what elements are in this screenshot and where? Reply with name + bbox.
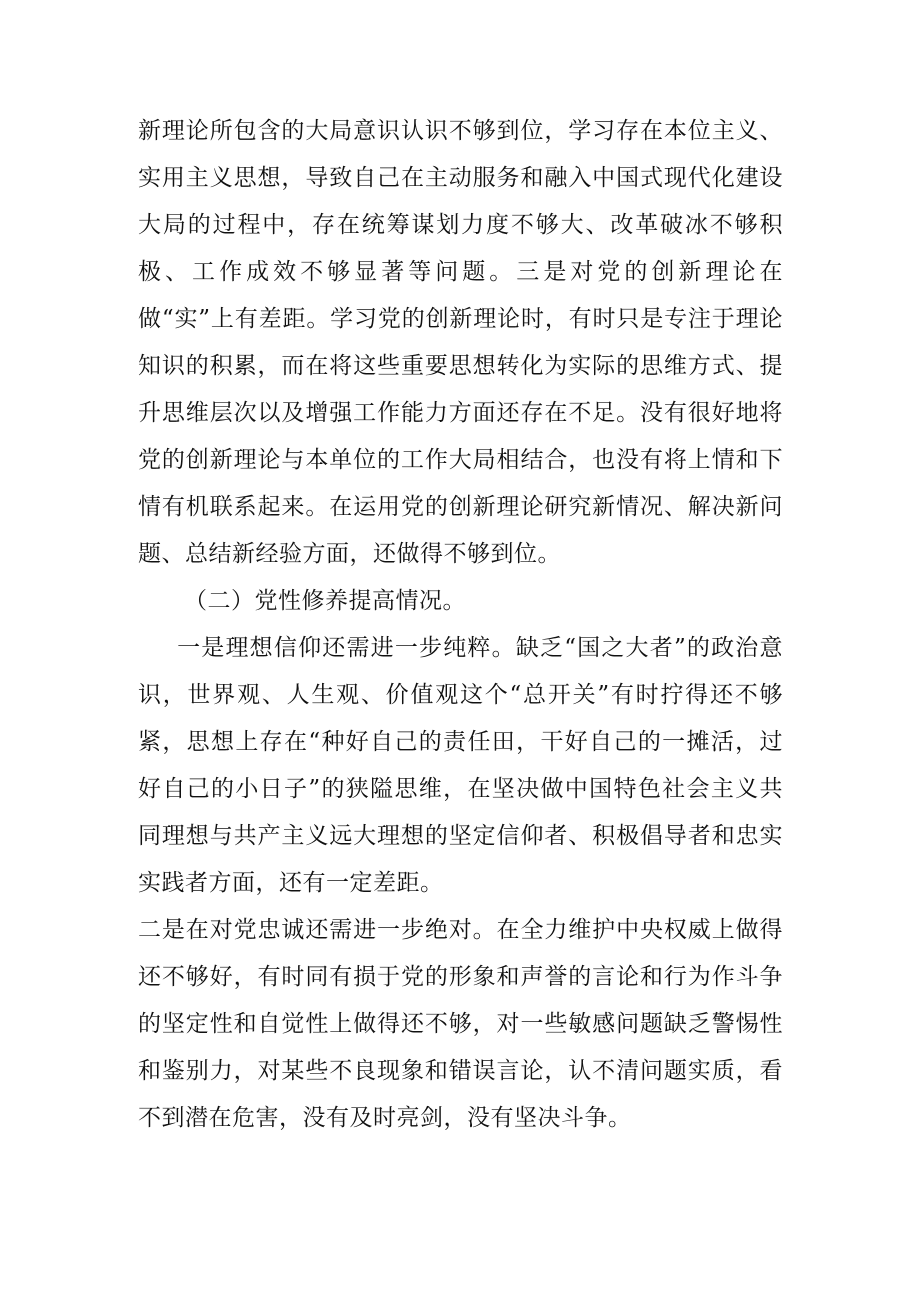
body-paragraph-continued: 新理论所包含的大局意识认识不够到位，学习存在本位主义、实用主义思想，导致自己在主动服务和融入中国式现代化建设大局的过程中，存在统筹谋划力度不够大、改革破冰不够积极、工作成效不够显著等问题。三是对党的创新理论在做“实”上有差距。学习党的创新理论时，有时只是专注于理论知识的积累，而在将这些重要思想转化为实际的思维方式、提升思维层次以及增强工作能力方面还存在不足。没有很好地将党的创新理论与本单位的工作大局相结合，也没有将上情和下情有机联系起来。在运用党的创新理论研究新情况、解决新问题、总结新经验方面，还做得不够到位。	[138, 118, 783, 567]
body-paragraph-loyalty: 二是在对党忠诚还需进一步绝对。在全力维护中央权威上做得还不够好，有时同有损于党的形象和声誉的言论和行为作斗争的坚定性和自觉性上做得还不够，对一些敏感问题缺乏警惕性和鉴别力，对某些不良现象和错误言论，认不清问题实质，看不到潜在危害，没有及时亮剑，没有坚决斗争。	[138, 917, 783, 1131]
section-heading: （二）党性修养提高情况。	[184, 588, 466, 614]
body-paragraph-ideals: 一是理想信仰还需进一步纯粹。缺乏“国之大者”的政治意识，世界观、人生观、价值观这个“总开关”有时拧得还不够紧，思想上存在“种好自己的责任田，干好自己的一摊活，过好自己的小日子”的狭隘思维，在坚决做中国特色社会主义共同理想与共产主义远大理想的坚定信仰者、积极倡导者和忠实实践者方面，还有一定差距。	[138, 635, 783, 896]
document-body	[138, 108, 783, 1142]
